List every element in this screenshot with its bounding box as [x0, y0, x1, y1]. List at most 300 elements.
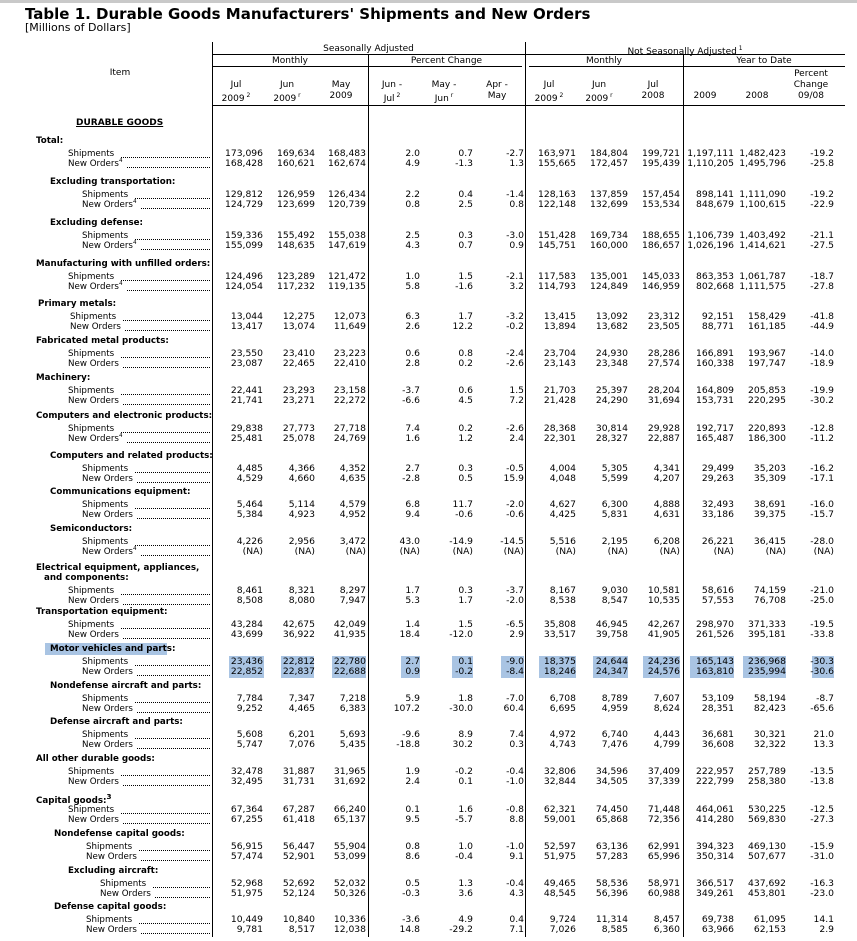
cell-value: 18,246 — [543, 666, 576, 677]
category-label: Machinery: — [36, 373, 91, 383]
seasonally-adjusted-header: Seasonally Adjusted — [323, 44, 414, 54]
cell-value: 394,323 — [696, 841, 734, 852]
cell-value: 2.6 — [405, 321, 420, 332]
cell-value: 71,448 — [647, 804, 680, 815]
cell-value: 2.7 — [405, 463, 420, 474]
cell-value: 569,830 — [748, 814, 786, 825]
cell-value: 1,111,090 — [739, 189, 786, 200]
cell-value: -12.0 — [449, 629, 473, 640]
cell-value: 1.8 — [458, 693, 473, 704]
col-header-year: May — [487, 91, 507, 101]
cell-value: 32,478 — [230, 766, 263, 777]
new-orders-row — [0, 547, 857, 557]
cell-value: -6.6 — [402, 395, 420, 406]
cell-value: 0.8 — [458, 348, 473, 359]
shipments-label — [82, 464, 128, 474]
cell-value: 1,495,796 — [739, 158, 786, 169]
cell-value: 137,859 — [590, 189, 628, 200]
cell-value: 366,517 — [696, 878, 734, 889]
cell-value: 0.3 — [458, 463, 473, 474]
cell-value: 146,959 — [642, 281, 680, 292]
cell-value: 25,481 — [230, 433, 263, 444]
cell-value: 8,624 — [653, 703, 680, 714]
new-orders-label — [70, 322, 121, 332]
cell-value: 32,322 — [753, 739, 786, 750]
leader-dots — [127, 433, 210, 443]
col-header-note: 2 — [394, 92, 401, 99]
cell-value: 6,360 — [653, 924, 680, 935]
shipments-label — [82, 500, 128, 510]
col-header-l1: Jun — [591, 80, 607, 90]
shipments-label — [86, 915, 132, 925]
cell-value: 48,545 — [543, 888, 576, 899]
cell-value: 4.3 — [405, 240, 420, 251]
cell-value: 36,681 — [701, 729, 734, 740]
row-label-text: New Orders — [82, 200, 133, 210]
cell-value: 10,535 — [647, 595, 680, 606]
cell-value: 25,078 — [282, 433, 315, 444]
cell-value: 235,994 — [748, 666, 786, 677]
leader-dots — [137, 739, 210, 749]
cell-value: 31,692 — [333, 776, 366, 787]
cell-value: 43,699 — [230, 629, 263, 640]
category-label: Excluding defense: — [50, 218, 143, 228]
new-orders-label — [68, 434, 122, 444]
row-label-text: Shipments — [68, 272, 115, 282]
cell-value: 0.9 — [509, 240, 524, 251]
col-header-l1b: Change — [793, 80, 829, 90]
cell-value: 4,443 — [653, 729, 680, 740]
col-header-l2 — [623, 91, 683, 101]
cell-value: -30.6 — [810, 666, 834, 677]
cell-value: 9,781 — [236, 924, 263, 935]
cell-value: 163,971 — [538, 148, 576, 159]
cell-value: 122,148 — [538, 199, 576, 210]
cell-value: 2.4 — [405, 776, 420, 787]
cell-value: 1,414,621 — [739, 240, 786, 251]
cell-value: 41,905 — [647, 629, 680, 640]
category-name — [50, 524, 132, 534]
cell-value: 18,375 — [543, 656, 576, 667]
cell-value: 32,495 — [230, 776, 263, 787]
leader-dots — [121, 148, 210, 158]
col-header-l2 — [727, 91, 787, 101]
cell-value: 0.6 — [405, 348, 420, 359]
category-name — [50, 717, 183, 727]
cell-value: 69,738 — [701, 914, 734, 925]
cell-value: 50,326 — [333, 888, 366, 899]
cell-value: -11.2 — [810, 433, 834, 444]
row-label-text: Shipments — [82, 231, 129, 241]
cell-value: 205,853 — [748, 385, 786, 396]
cell-value: -13.5 — [810, 766, 834, 777]
category-name — [36, 754, 155, 764]
cell-value: -18.7 — [810, 271, 834, 282]
leader-dots — [123, 629, 210, 639]
col-divider-item — [212, 42, 213, 937]
cell-value: 2.7 — [405, 656, 420, 667]
cell-value: 21,703 — [543, 385, 576, 396]
cell-value: -25.8 — [810, 158, 834, 169]
cell-value: 6,201 — [288, 729, 315, 740]
leader-dots — [121, 766, 210, 776]
new-orders-row — [0, 704, 857, 714]
cell-value: 863,353 — [696, 271, 734, 282]
cell-value: 61,418 — [282, 814, 315, 825]
cell-value: 24,930 — [595, 348, 628, 359]
cell-value: 222,957 — [696, 766, 734, 777]
cell-value: 6,208 — [653, 536, 680, 547]
cell-value: 66,240 — [333, 804, 366, 815]
cell-value: 53,099 — [333, 851, 366, 862]
cell-value: 13,092 — [595, 311, 628, 322]
new-orders-label — [68, 282, 122, 292]
row-label-text: New Orders — [68, 630, 119, 640]
year-to-date-header: Year to Date — [736, 56, 792, 66]
cell-value: 132,699 — [590, 199, 628, 210]
cell-value: 4,366 — [288, 463, 315, 474]
category-name — [36, 792, 112, 806]
cell-value: 4,048 — [549, 473, 576, 484]
cell-value: 39,375 — [753, 509, 786, 520]
cell-value: 5,464 — [236, 499, 263, 510]
cell-value: -30.3 — [810, 656, 834, 667]
cell-value: 6,708 — [549, 693, 576, 704]
leader-dots — [123, 595, 210, 605]
cell-value: (NA) — [713, 546, 734, 557]
cell-value: 160,621 — [277, 158, 315, 169]
cell-value: -1.0 — [506, 841, 524, 852]
cell-value: -23.0 — [810, 888, 834, 899]
cell-value: 52,968 — [230, 878, 263, 889]
cell-value: 59,001 — [543, 814, 576, 825]
col-header-l2 — [257, 91, 317, 104]
cell-value: 8,321 — [288, 585, 315, 596]
cell-value: (NA) — [813, 546, 834, 557]
cell-value: -27.3 — [810, 814, 834, 825]
cell-value: 349,261 — [696, 888, 734, 899]
cell-value: 117,583 — [538, 271, 576, 282]
cell-value: 0.8 — [405, 841, 420, 852]
cell-value: -29.2 — [449, 924, 473, 935]
cell-value: 57,474 — [230, 851, 263, 862]
cell-value: 36,922 — [282, 629, 315, 640]
cell-value: 124,496 — [225, 271, 263, 282]
cell-value: 2.4 — [509, 433, 524, 444]
cell-value: 155,492 — [277, 230, 315, 241]
row-label-text: New Orders — [68, 159, 119, 169]
category-label: Defense aircraft and parts: — [50, 717, 183, 727]
cell-value: 128,163 — [538, 189, 576, 200]
cell-value: 9,724 — [549, 914, 576, 925]
row-label-text: Shipments — [82, 500, 129, 510]
row-label-text: Shipments — [82, 464, 129, 474]
cell-value: 1,100,615 — [739, 199, 786, 210]
cell-value: 1,106,739 — [687, 230, 734, 241]
cell-value: 1.3 — [458, 878, 473, 889]
cell-value: 4,352 — [339, 463, 366, 474]
cell-value: 52,124 — [282, 888, 315, 899]
cell-value: 7,947 — [339, 595, 366, 606]
row-label-text: Shipments — [70, 312, 117, 322]
cell-value: 0.7 — [458, 148, 473, 159]
cell-value: 168,428 — [225, 158, 263, 169]
leader-dots — [121, 348, 210, 358]
cell-value: 6,383 — [339, 703, 366, 714]
cell-value: 55,904 — [333, 841, 366, 852]
cell-value: 5,435 — [339, 739, 366, 750]
leader-dots — [121, 619, 210, 629]
row-label-text: New Orders — [68, 777, 119, 787]
cell-value: 12.2 — [452, 321, 473, 332]
shipments-label — [70, 312, 116, 322]
cell-value: (NA) — [294, 546, 315, 557]
cell-value: 23,143 — [543, 358, 576, 369]
cell-value: 1.0 — [458, 841, 473, 852]
cell-value: 8,457 — [653, 914, 680, 925]
cell-value: 153,731 — [696, 395, 734, 406]
leader-dots — [141, 546, 210, 556]
cell-value: 4,485 — [236, 463, 263, 474]
cell-value: -2.6 — [506, 358, 524, 369]
cell-value: 67,287 — [282, 804, 315, 815]
cell-value: 13.3 — [813, 739, 834, 750]
cell-value: 13,682 — [595, 321, 628, 332]
cell-value: 3,472 — [339, 536, 366, 547]
new-orders-label — [86, 925, 137, 935]
category-label: Excluding aircraft: — [68, 866, 159, 876]
row-label-text: New Orders — [82, 547, 133, 557]
row-label-text: New Orders — [68, 815, 119, 825]
category-name — [68, 866, 158, 876]
cell-value: -12.8 — [810, 423, 834, 434]
cell-value: 65,137 — [333, 814, 366, 825]
cell-value: 34,505 — [595, 776, 628, 787]
new-orders-row — [0, 777, 857, 787]
category-name — [36, 411, 212, 421]
category-label: All other durable goods: — [36, 754, 155, 764]
row-label-text: New Orders — [82, 474, 133, 484]
cell-value: 153,534 — [642, 199, 680, 210]
cell-value: 165,487 — [696, 433, 734, 444]
cell-value: 29,499 — [701, 463, 734, 474]
cell-value: -19.9 — [810, 385, 834, 396]
cell-value: (NA) — [607, 546, 628, 557]
leader-dots — [121, 804, 210, 814]
cell-value: 43,284 — [230, 619, 263, 630]
cell-value: 33,186 — [701, 509, 734, 520]
cell-value: 28,351 — [701, 703, 734, 714]
shipments-label — [82, 190, 128, 200]
cell-value: -2.6 — [506, 423, 524, 434]
cell-value: 147,619 — [328, 240, 366, 251]
nsa-monthly-header: Monthly — [585, 56, 623, 66]
category-label: Fabricated metal products: — [36, 336, 169, 346]
cell-value: 155,665 — [538, 158, 576, 169]
cell-value: 5,599 — [601, 473, 628, 484]
col-header-year: Jul — [383, 94, 395, 104]
col-divider-nsa — [525, 42, 526, 937]
cell-value: 0.4 — [509, 914, 524, 925]
cell-value: 236,968 — [748, 656, 786, 667]
cell-value: 92,151 — [701, 311, 734, 322]
row-label-text: Shipments — [82, 657, 129, 667]
cell-value: 7.4 — [509, 729, 524, 740]
col-header-year: 2009 — [273, 94, 297, 104]
cell-value: 4,952 — [339, 509, 366, 520]
category-name — [50, 644, 175, 654]
col-header-l2 — [467, 91, 527, 101]
row-label-text: New Orders — [86, 852, 137, 862]
cell-value: 58,536 — [595, 878, 628, 889]
category-label: Motor vehicles and parts: — [50, 644, 176, 654]
cell-value: 82,423 — [753, 703, 786, 714]
leader-dots — [123, 776, 210, 786]
cell-value: 74,159 — [753, 585, 786, 596]
row-label-text: New Orders — [82, 241, 133, 251]
cell-value: 56,915 — [230, 841, 263, 852]
cell-value: 57,283 — [595, 851, 628, 862]
cell-value: 3.2 — [509, 281, 524, 292]
cell-value: 7,076 — [288, 739, 315, 750]
cell-value: 9.4 — [405, 509, 420, 520]
cell-value: -0.5 — [506, 463, 524, 474]
new-orders-label — [68, 159, 122, 169]
category-label: Defense capital goods: — [54, 902, 167, 912]
cell-value: 4,465 — [288, 703, 315, 714]
cell-value: 2.9 — [509, 629, 524, 640]
cell-value: 126,434 — [328, 189, 366, 200]
cell-value: 7,347 — [288, 693, 315, 704]
cell-value: (NA) — [345, 546, 366, 557]
header-sa-rule — [212, 66, 522, 67]
shipments-label — [86, 842, 132, 852]
cell-value: 56,396 — [595, 888, 628, 899]
cell-value: -7.0 — [506, 693, 524, 704]
cell-value: 23,158 — [333, 385, 366, 396]
cell-value: 4,631 — [653, 509, 680, 520]
new-orders-row — [0, 667, 857, 677]
cell-value: -33.8 — [810, 629, 834, 640]
cell-value: 34,596 — [595, 766, 628, 777]
cell-value: 22,301 — [543, 433, 576, 444]
cell-value: 155,038 — [328, 230, 366, 241]
cell-value: 26,221 — [701, 536, 734, 547]
row-label-text: Shipments — [86, 842, 133, 852]
cell-value: 27,718 — [333, 423, 366, 434]
cell-value: 5,516 — [549, 536, 576, 547]
cell-value: 0.5 — [405, 878, 420, 889]
category-name — [36, 607, 168, 617]
new-orders-label — [82, 704, 133, 714]
cell-value: 192,717 — [696, 423, 734, 434]
cell-value: -6.5 — [506, 619, 524, 630]
cell-value: 1.7 — [458, 595, 473, 606]
leader-dots — [121, 585, 210, 595]
cell-value: 6.3 — [405, 311, 420, 322]
category-label: Total: — [36, 136, 64, 146]
cell-value: 52,901 — [282, 851, 315, 862]
cell-value: -2.8 — [402, 473, 420, 484]
cell-value: 1,197,111 — [687, 148, 734, 159]
top-border — [0, 0, 857, 3]
cell-value: 114,793 — [538, 281, 576, 292]
cell-value: 12,038 — [333, 924, 366, 935]
category-label: Nondefense aircraft and parts: — [50, 681, 202, 691]
cell-value: 35,808 — [543, 619, 576, 630]
cell-value: 1,482,423 — [739, 148, 786, 159]
cell-value: 31,731 — [282, 776, 315, 787]
cell-value: 8,789 — [601, 693, 628, 704]
cell-value: (NA) — [242, 546, 263, 557]
cell-value: -8.7 — [816, 693, 834, 704]
cell-value: 9.5 — [405, 814, 420, 825]
cell-value: 0.8 — [509, 199, 524, 210]
cell-value: 1,026,196 — [687, 240, 734, 251]
cell-value: (NA) — [399, 546, 420, 557]
col-header-l1: Jul — [543, 80, 555, 90]
new-orders-label — [68, 596, 119, 606]
cell-value: 5,114 — [288, 499, 315, 510]
cell-value: -0.6 — [455, 509, 473, 520]
cell-value: 4,743 — [549, 739, 576, 750]
cell-value: 51,975 — [543, 851, 576, 862]
leader-dots — [135, 729, 210, 739]
leader-dots — [141, 851, 210, 861]
col-header-l2: 09/08 — [798, 91, 824, 101]
nsa-header-text: Not Seasonally Adjusted — [627, 47, 737, 57]
cell-value: -2.0 — [506, 595, 524, 606]
cell-value: 24,769 — [333, 433, 366, 444]
shipments-label — [68, 620, 114, 630]
cell-value: 38,691 — [753, 499, 786, 510]
cell-value: -1.0 — [506, 776, 524, 787]
cell-value: 61,095 — [753, 914, 786, 925]
cell-value: 8,538 — [549, 595, 576, 606]
cell-value: 7,607 — [653, 693, 680, 704]
cell-value: 0.7 — [458, 240, 473, 251]
cell-value: 5.3 — [405, 595, 420, 606]
cell-value: 0.6 — [458, 385, 473, 396]
leader-dots — [141, 240, 210, 250]
leader-dots — [135, 463, 210, 473]
cell-value: 5,608 — [236, 729, 263, 740]
cell-value: -25.0 — [810, 595, 834, 606]
cell-value: 1.6 — [458, 804, 473, 815]
cell-value: 4,207 — [653, 473, 680, 484]
cell-value: 9.1 — [509, 851, 524, 862]
cell-value: 15.9 — [503, 473, 524, 484]
cell-value: 464,061 — [696, 804, 734, 815]
shipments-label — [82, 231, 128, 241]
cell-value: 42,049 — [333, 619, 366, 630]
cell-value: (NA) — [765, 546, 786, 557]
row-label-text: New Orders — [68, 596, 119, 606]
cell-value: 157,454 — [642, 189, 680, 200]
cell-value: 22,410 — [333, 358, 366, 369]
cell-value: 4,635 — [339, 473, 366, 484]
footnote-mark: 4 — [118, 158, 123, 165]
row-label-text: New Orders — [82, 740, 133, 750]
cell-value: 1.7 — [405, 585, 420, 596]
cell-value: 4,226 — [236, 536, 263, 547]
cell-value: -27.5 — [810, 240, 834, 251]
category-label: Capital goods: — [36, 795, 107, 806]
cell-value: 29,263 — [701, 473, 734, 484]
cell-value: 123,699 — [277, 199, 315, 210]
footnote-mark: 4 — [132, 199, 137, 206]
cell-value: 124,729 — [225, 199, 263, 210]
